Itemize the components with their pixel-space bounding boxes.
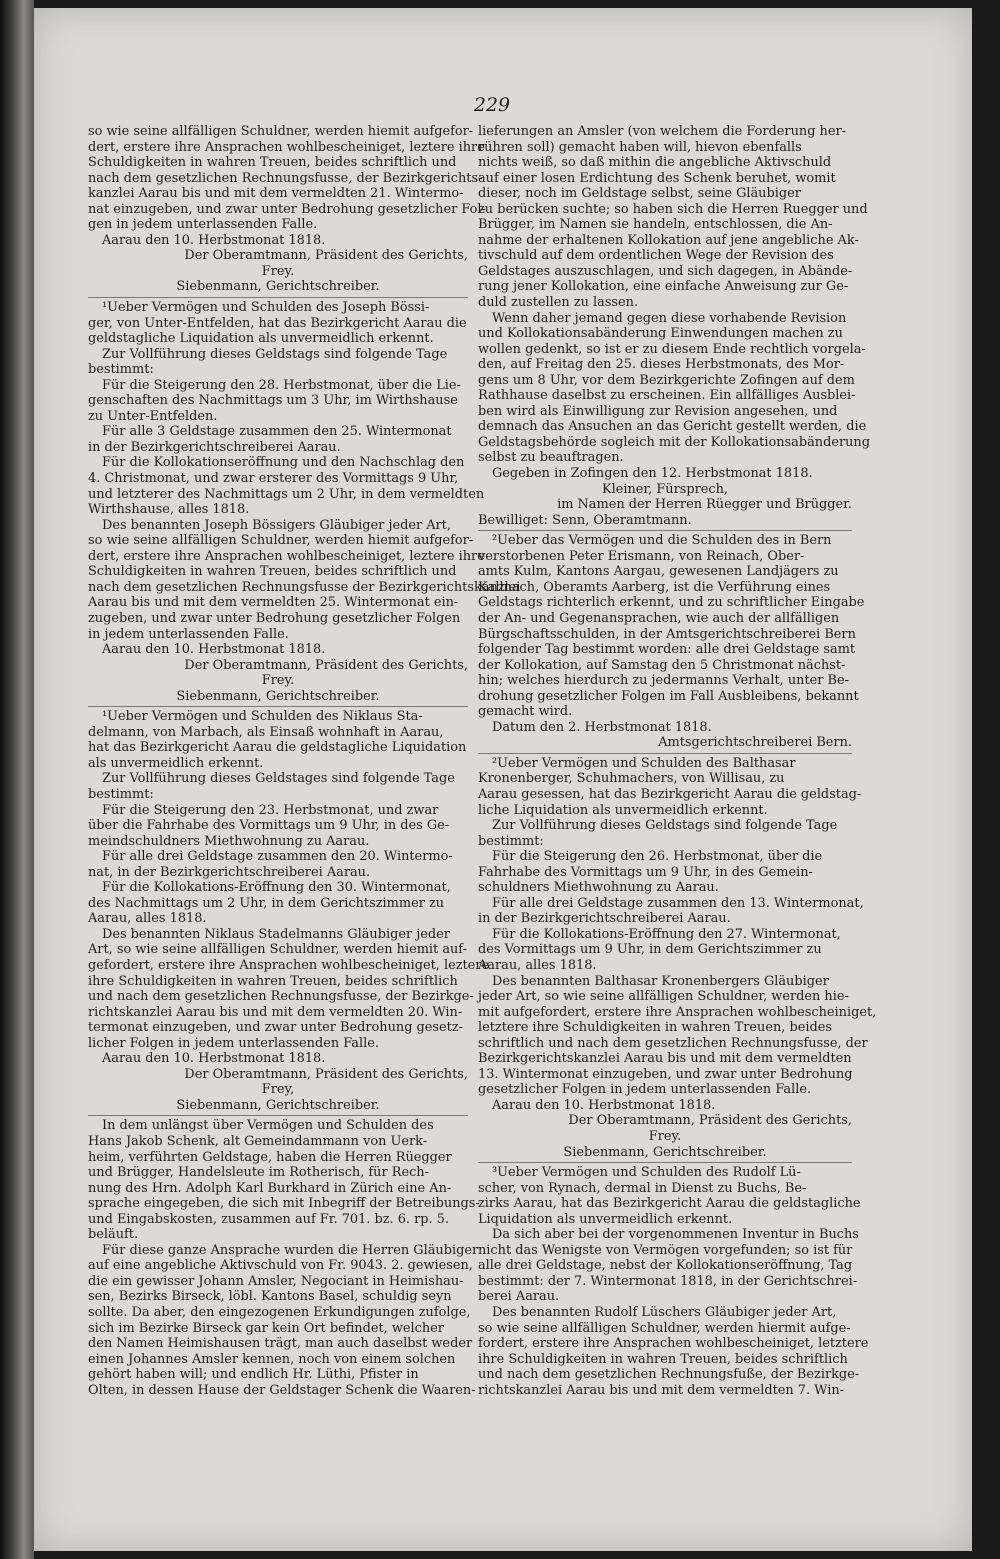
left-column-line: nat, in der Bezirkgerichtschreiberei Aarau. — [88, 864, 371, 880]
left-column-line: gen in jedem unterlassenden Falle. — [88, 217, 318, 233]
left-column-line: einen Johannes Amsler kennen, noch von einem solchen — [88, 1351, 456, 1367]
right-column-line: Kleiner, Fürsprech, — [601, 481, 729, 497]
right-column-line: Bezirkgerichtskanzlei Aarau bis und mit dem vermeldten — [478, 1051, 852, 1067]
left-column-line: ¹Ueber Vermögen und Schulden des Niklaus Sta- — [102, 709, 423, 725]
left-column-line: sich im Bezirke Birseck gar kein Ort befindet, welcher — [88, 1320, 444, 1336]
right-column-line: Für die Kollokations-Eröffnung den 27. Wintermonat, — [492, 926, 841, 942]
left-column-line: ¹Ueber Vermögen und Schulden des Joseph Bössi- — [102, 300, 430, 316]
right-column-line: alle drei Geldstage, nebst der Kollokationseröffnung, Tag — [478, 1258, 853, 1274]
right-column-line: gesetzlicher Folgen in jedem unterlassenden Falle. — [478, 1082, 812, 1098]
right-column-line: folgender Tag bestimmt worden: alle drei Geldstage samt — [478, 642, 856, 658]
right-column — [478, 124, 877, 1398]
left-column-line: ihre Schuldigkeiten in wahren Treuen, beides schriftlich — [88, 973, 458, 989]
left-column-line: den Namen Heimishausen trägt, man auch daselbst weder — [88, 1336, 473, 1352]
left-column-line: beläuft. — [88, 1227, 139, 1243]
left-column-line: Olten, in dessen Hause der Geldstager Schenk die Waaren- — [88, 1382, 476, 1398]
right-column-line: schuldners Miethwohnung zu Aarau. — [478, 880, 719, 896]
right-column-line: der Kollokation, auf Samstag den 5 Christmonat nächst- — [478, 657, 846, 673]
left-column-line: sollte. Da aber, den eingezogenen Erkundigungen zufolge, — [88, 1305, 471, 1321]
right-column-line: Für alle drei Geldstage zusammen den 13. Wintermonat, — [492, 895, 864, 911]
left-column-line: Art, so wie seine allfälligen Schuldner, werden hiemit auf- — [88, 942, 467, 958]
left-column — [88, 124, 521, 1398]
left-column-line: sen, Bezirks Birseck, löbl. Kantons Basel, schuldig seyn — [88, 1289, 452, 1305]
left-column-line: Für die Steigerung den 28. Herbstmonat, über die Lie- — [102, 377, 461, 393]
left-column-line: hat das Bezirkgericht Aarau die geldstagliche Liquidation — [88, 740, 467, 756]
section-divider — [478, 753, 852, 754]
left-column-line: licher Folgen in jedem unterlassenden Falle. — [88, 1035, 379, 1051]
right-column-line: zu berücken suchte; so haben sich die Herren Ruegger und — [478, 201, 868, 217]
left-column-line: die ein gewisser Johann Amsler, Negociant in Heimishau- — [88, 1273, 464, 1289]
left-column-line: so wie seine allfälligen Schuldner, werden hiemit aufgefor- — [88, 124, 474, 139]
right-column-line: und Kollokationsabänderung Einwendungen machen zu — [478, 326, 843, 342]
right-column-line: Bewilliget: Senn, Oberamtmann. — [478, 512, 692, 528]
right-column-line: scher, von Rynach, dermal in Dienst zu Buchs, Be- — [478, 1180, 807, 1196]
left-column-line: Aarau bis und mit dem vermeldten 25. Wintermonat ein- — [88, 595, 459, 611]
left-column-line: zu Unter-Entfelden. — [88, 408, 218, 424]
right-column-line: amts Kulm, Kantons Aargau, gewesenen Landjägers zu — [478, 564, 839, 580]
left-column-line: richtskanzlei Aarau bis und mit dem vermeldten 20. Win- — [88, 1004, 463, 1020]
right-column-line: Da sich aber bei der vorgenommenen Inventur in Buchs — [492, 1227, 859, 1243]
right-column-line: Brügger, im Namen sie handeln, entschlossen, die An- — [478, 217, 833, 233]
left-column-line: In dem unlängst über Vermögen und Schulden des — [102, 1118, 434, 1134]
left-column-line: in jedem unterlassenden Falle. — [88, 626, 289, 642]
right-column-line: nicht das Wenigste von Vermögen vorgefunden; so ist für — [478, 1242, 853, 1258]
page-number: 229 — [473, 94, 511, 116]
left-column-line: gefordert, erstere ihre Ansprachen wohlbescheiniget, leztere — [88, 957, 490, 973]
left-column-line: des Nachmittags um 2 Uhr, in dem Gerichtszimmer zu — [88, 895, 445, 911]
left-column-line: nach dem gesetzlichen Rechnungsfusse, der Bezirkgerichts- — [88, 170, 483, 186]
left-column-line: und letzterer des Nachmittags um 2 Uhr, in dem vermeldten — [88, 486, 485, 502]
right-column-line: Zur Vollführung dieses Geldstags sind folgende Tage — [492, 818, 838, 834]
left-column-line: so wie seine allfälligen Schuldner, werden hiemit aufgefor- — [88, 533, 474, 549]
right-column-line: Liquidation als unvermeidlich erkennt. — [478, 1211, 733, 1227]
left-column-line: Frey. — [261, 673, 295, 689]
right-column-line: verstorbenen Peter Erismann, von Reinach, Ober- — [478, 548, 805, 564]
right-column-line: Rathhause daselbst zu erscheinen. Ein allfälliges Ausblei- — [478, 388, 856, 404]
right-column-line: schriftlich und nach dem gesetzlichen Rechnungsfusse, der — [478, 1035, 868, 1051]
left-column-line: zugeben, und zwar unter Bedrohung gesetzlicher Folgen — [88, 610, 461, 626]
right-column-line: Geldstages auszuschlagen, und sich dagegen, in Abände- — [478, 263, 853, 279]
left-column-line: über die Fahrhabe des Vormittags um 9 Uhr, in des Ge- — [88, 818, 450, 834]
section-divider — [88, 297, 468, 298]
left-column-line: ger, von Unter-Entfelden, hat das Bezirkgericht Aarau die — [88, 315, 467, 331]
right-column-line: bestimmt: der 7. Wintermonat 1818, in der Gerichtschrei- — [478, 1273, 858, 1289]
left-column-line: Der Oberamtmann, Präsident des Gerichts, — [184, 1066, 468, 1082]
right-column-line: selbst zu beauftragen. — [478, 450, 624, 466]
right-column-line: dieser, noch im Geldstage selbst, seine Gläubiger — [478, 186, 801, 202]
right-column-line: nichts weiß, so daß mithin die angebliche Aktivschuld — [478, 155, 832, 171]
right-column-line: 13. Wintermonat einzugeben, und zwar unter Bedrohung — [478, 1066, 853, 1082]
right-column-line: Des benannten Rudolf Lüschers Gläubiger jeder Art, — [492, 1305, 837, 1321]
right-column-line: rühren soll) gemacht haben will, hievon ebenfalls — [478, 139, 802, 155]
left-column-line: Aarau den 10. Herbstmonat 1818. — [102, 1051, 326, 1067]
left-column-line: nat einzugeben, und zwar unter Bedrohung gesetzlicher Fol- — [88, 201, 486, 217]
right-column-line: drohung gesetzlicher Folgen im Fall Ausbleibens, bekannt — [478, 688, 859, 704]
right-column-line: liche Liquidation als unvermeidlich erkennt. — [478, 802, 768, 818]
right-column-line: Aarau, alles 1818. — [478, 957, 597, 973]
right-column-line: Für die Steigerung den 26. Herbstmonat, über die — [492, 849, 823, 865]
left-column-line: Aarau den 10. Herbstmonat 1818. — [102, 642, 326, 658]
right-column-line: mit aufgefordert, erstere ihre Ansprachen wohlbescheiniget, — [478, 1004, 877, 1020]
left-column-line: Wirthshause, alles 1818. — [88, 502, 250, 518]
right-column-line: den, auf Freitag den 25. dieses Herbstmonats, des Mor- — [478, 357, 845, 373]
right-column-line: Geldstags richterlich erkennt, und zu schriftlicher Eingabe — [478, 595, 865, 611]
right-column-line: fordert, erstere ihre Ansprachen wohlbescheiniget, letztere — [478, 1336, 869, 1352]
left-column-line: dert, erstere ihre Ansprachen wohlbescheiniget, leztere ihre — [88, 548, 485, 564]
right-column-line: gens um 8 Uhr, vor dem Bezirkgerichte Zofingen auf dem — [478, 372, 855, 388]
right-column-line: auf einer losen Erdichtung des Schenk beruhet, womit — [478, 170, 836, 186]
left-column-line: und Brügger, Handelsleute im Rotherisch, für Rech- — [88, 1165, 429, 1181]
left-column-line: gehört haben will; und endlich Hr. Lüthi, Pfister in — [88, 1367, 419, 1383]
right-column-line: ²Ueber das Vermögen und die Schulden des in Bern — [492, 533, 832, 549]
left-column-line: bestimmt: — [88, 362, 154, 378]
left-column-line: Der Oberamtmann, Präsident des Gerichts, — [184, 248, 468, 264]
right-column-line: Kallnach, Oberamts Aarberg, ist die Verführung eines — [478, 579, 831, 595]
left-column-line: Für alle 3 Geldstage zusammen den 25. Wintermonat — [102, 424, 452, 440]
left-column-line: Für die Kollokationseröffnung und den Nachschlag den — [102, 455, 465, 471]
left-column-line: dert, erstere ihre Ansprachen wohlbescheiniget, leztere ihre — [88, 139, 485, 155]
right-column-line: wollen gedenkt, so ist er zu diesem Ende rechtlich vorgela- — [478, 341, 866, 357]
section-divider — [478, 530, 852, 531]
adjacent-page-edge — [0, 0, 34, 1559]
right-column-line: Wenn daher jemand gegen diese vorhabende Revision — [492, 310, 847, 326]
right-column-line: Kronenberger, Schuhmachers, von Willisau, zu — [478, 771, 785, 787]
left-column-line: in der Bezirkgerichtschreiberei Aarau. — [88, 439, 341, 455]
left-column-line: bestimmt: — [88, 786, 154, 802]
right-column-line: ³Ueber Vermögen und Schulden des Rudolf Lü- — [492, 1165, 801, 1181]
right-column-line: zirks Aarau, hat das Bezirkgericht Aarau die geldstagliche — [478, 1196, 861, 1212]
left-column-line: Schuldigkeiten in wahren Treuen, beides schriftlich und — [88, 564, 457, 580]
right-column-line: Der Oberamtmann, Präsident des Gerichts, — [568, 1113, 852, 1129]
left-column-line: delmann, von Marbach, als Einsaß wohnhaft in Aarau, — [88, 724, 444, 740]
left-column-line: 4. Christmonat, und zwar ersterer des Vormittags 9 Uhr, — [88, 471, 459, 487]
left-column-line: sprache eingegeben, die sich mit Inbegriff der Betreibungs- — [88, 1196, 480, 1212]
right-column-line: rung jener Kollokation, eine einfache Anweisung zur Ge- — [478, 279, 849, 295]
right-column-line: ²Ueber Vermögen und Schulden des Balthasar — [492, 755, 796, 771]
left-column-line: Hans Jakob Schenk, alt Gemeindammann von Uerk- — [88, 1134, 428, 1149]
right-column-line: Amtsgerichtschreiberei Bern. — [658, 735, 852, 751]
left-column-line: nung des Hrn. Adolph Karl Burkhard in Zürich eine An- — [88, 1180, 452, 1196]
left-column-line: Für die Kollokations-Eröffnung den 30. Wintermonat, — [102, 880, 451, 896]
right-column-line: Aarau den 10. Herbstmonat 1818. — [492, 1097, 716, 1113]
right-column-line: demnach das Ansuchen an das Gericht gestellt werden, die — [478, 419, 867, 435]
right-column-line: lieferungen an Amsler (von welchem die Forderung her- — [478, 124, 846, 139]
left-column-line: Aarau den 10. Herbstmonat 1818. — [102, 232, 326, 248]
left-column-line: Zur Vollführung dieses Geldstages sind folgende Tage — [102, 771, 455, 787]
left-column-line: Für die Steigerung den 23. Herbstmonat, und zwar — [102, 802, 439, 818]
right-column-line: so wie seine allfälligen Schuldner, werden hiermit aufge- — [478, 1320, 851, 1336]
right-column-line: Fahrhabe des Vormittags um 9 Uhr, in des Gemein- — [478, 864, 813, 880]
left-column-line: geldstagliche Liquidation als unvermeidlich erkennt. — [88, 331, 434, 347]
right-column-line: gemacht wird. — [478, 704, 573, 720]
right-column-line: und nach dem gesetzlichen Rechnungsfuße, der Bezirkge- — [478, 1367, 860, 1383]
left-column-line: Siebenmann, Gerichtschreiber. — [176, 688, 380, 704]
right-column-line: ben wird als Einwilligung zur Revision angesehen, und — [478, 403, 838, 419]
left-column-line: Frey, — [261, 1082, 295, 1098]
left-column-line: nach dem gesetzlichen Rechnungsfusse der Bezirkgerichtskanzlei — [88, 579, 521, 595]
right-column-line: Des benannten Balthasar Kronenbergers Gläubiger — [492, 973, 829, 989]
left-column-line: Der Oberamtmann, Präsident des Gerichts, — [184, 657, 468, 673]
right-column-line: Geldstagsbehörde sogleich mit der Kollokationsabänderung — [478, 434, 870, 450]
left-column-line: termonat einzugeben, und zwar unter Bedrohung gesetz- — [88, 1020, 464, 1036]
right-column-line: ihre Schuldigkeiten in wahren Treuen, beides schriftlich — [478, 1351, 848, 1367]
left-column-line: und nach dem gesetzlichen Rechnungsfusse, der Bezirkge- — [88, 989, 474, 1005]
right-column-line: Datum den 2. Herbstmonat 1818. — [492, 719, 712, 735]
right-column-line: bestimmt: — [478, 833, 544, 849]
right-column-line: der An- und Gegenansprachen, wie auch der allfälligen — [478, 610, 840, 626]
left-column-line: auf eine angebliche Aktivschuld von Fr. 9043. 2. gewiesen, — [88, 1258, 473, 1274]
right-column-line: berei Aarau. — [478, 1289, 560, 1305]
section-divider — [88, 1115, 468, 1116]
left-column-line: Frey. — [261, 263, 295, 279]
right-column-line: nahme der erhaltenen Kollokation auf jene angebliche Ak- — [478, 232, 859, 248]
left-column-line: Zur Vollführung dieses Geldstags sind folgende Tage — [102, 346, 448, 362]
right-column-line: Frey. — [648, 1129, 682, 1144]
right-column-line: Siebenmann, Gerichtschreiber. — [563, 1144, 767, 1160]
right-column-line: tivschuld auf dem ordentlichen Wege der Revision des — [478, 248, 834, 264]
right-column-line: duld zustellen zu lassen. — [478, 295, 639, 311]
section-divider — [478, 1162, 852, 1163]
newspaper-page — [34, 8, 972, 1551]
right-column-line: Bürgschaftsschulden, in der Amtsgerichtschreiberei Bern — [478, 626, 856, 642]
left-column-line: genschaften des Nachmittags um 3 Uhr, im Wirthshause — [88, 393, 458, 409]
right-column-line: jeder Art, so wie seine allfälligen Schuldner, werden hie- — [478, 989, 849, 1005]
left-column-line: kanzlei Aarau bis und mit dem vermeldten 21. Wintermo- — [88, 186, 464, 202]
left-column-line: Für alle drei Geldstage zusammen den 20. Wintermo- — [102, 849, 453, 865]
section-divider — [88, 706, 468, 707]
left-column-line: Des benannten Joseph Bössigers Gläubiger jeder Art, — [102, 517, 451, 533]
left-column-line: als unvermeidlich erkennt. — [88, 755, 264, 771]
right-column-line: Gegeben in Zofingen den 12. Herbstmonat 1818. — [492, 466, 813, 482]
right-column-line: hin; welches hierdurch zu jedermanns Verhalt, unter Be- — [478, 673, 849, 689]
left-column-line: Schuldigkeiten in wahren Treuen, beides schriftlich und — [88, 155, 457, 171]
left-column-line: Aarau, alles 1818. — [88, 911, 207, 927]
right-column-line: Aarau gesessen, hat das Bezirkgericht Aarau die geldstag- — [478, 786, 862, 802]
left-column-line: Siebenmann, Gerichtschreiber. — [176, 1097, 380, 1113]
left-column-line: Siebenmann, Gerichtschreiber. — [176, 279, 380, 295]
left-column-line: Für diese ganze Ansprache wurden die Herren Gläubiger — [102, 1242, 479, 1258]
left-column-line: Des benannten Niklaus Stadelmanns Gläubiger jeder — [102, 926, 450, 942]
right-column-line: in der Bezirkgerichtschreiberei Aarau. — [478, 911, 731, 927]
left-column-line: heim, verführten Geldstage, haben die Herren Rüegger — [88, 1149, 452, 1165]
left-column-line: meindschuldners Miethwohnung zu Aarau. — [88, 833, 370, 849]
left-column-line: und Eingabskosten, zusammen auf Fr. 701. bz. 6. rp. 5. — [88, 1211, 450, 1227]
right-column-line: letztere ihre Schuldigkeiten in wahren Treuen, beides — [478, 1020, 832, 1036]
right-column-line: des Vormittags um 9 Uhr, in dem Gerichtszimmer zu — [478, 942, 822, 958]
right-column-line: richtskanzlei Aarau bis und mit dem vermeldten 7. Win- — [478, 1382, 844, 1398]
right-column-line: im Namen der Herren Rüegger und Brügger. — [557, 497, 852, 513]
